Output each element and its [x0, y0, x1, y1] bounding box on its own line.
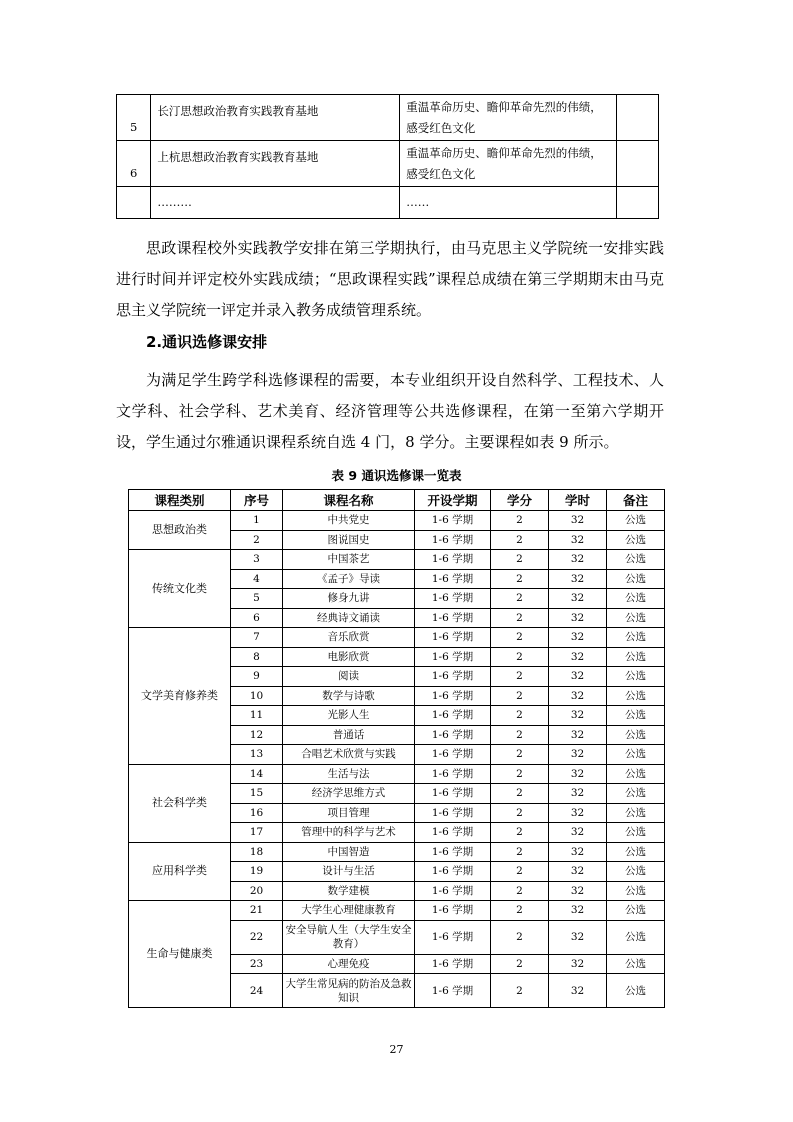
base-name: 上杭思想政治教育实践教育基地 — [151, 141, 400, 187]
course-term: 1-6 学期 — [415, 628, 491, 648]
course-hours: 32 — [549, 647, 607, 667]
table-caption: 表 9 通识选修课一览表 — [331, 468, 462, 483]
course-term: 1-6 学期 — [415, 784, 491, 804]
course-number: 9 — [231, 667, 283, 687]
course-number: 3 — [231, 550, 283, 570]
course-credit: 2 — [491, 803, 549, 823]
course-note: 公选 — [607, 954, 665, 974]
course-number: 6 — [231, 608, 283, 628]
course-credit: 2 — [491, 667, 549, 687]
course-note: 公选 — [607, 667, 665, 687]
course-number: 10 — [231, 686, 283, 706]
course-note: 公选 — [607, 686, 665, 706]
course-number: 20 — [231, 881, 283, 901]
course-note: 公选 — [607, 862, 665, 882]
elective-course-table — [128, 489, 665, 1008]
course-credit: 2 — [491, 628, 549, 648]
course-term: 1-6 学期 — [415, 881, 491, 901]
course-term: 1-6 学期 — [415, 764, 491, 784]
course-number: 17 — [231, 823, 283, 843]
paragraph-practice-arrangement: 思政课程校外实践教学安排在第三学期执行，由马克思主义学院统一安排实践进行时间并评定校外实践成绩；“思政课程实践”课程总成绩在第三学期期末由马克思主义学院统一评定并录入教务成绩管理系统。 — [116, 239, 664, 319]
base-goal: …… — [400, 187, 617, 219]
course-hours: 32 — [549, 954, 607, 974]
course-term: 1-6 学期 — [415, 862, 491, 882]
course-hours: 32 — [549, 530, 607, 550]
header-course-name: 课程名称 — [283, 490, 415, 511]
course-category: 思想政治类 — [129, 511, 231, 550]
table-row — [117, 95, 659, 141]
course-credit: 2 — [491, 842, 549, 862]
course-note: 公选 — [607, 803, 665, 823]
course-credit: 2 — [491, 974, 549, 1008]
course-name: 经济学思维方式 — [283, 784, 415, 804]
header-term: 开设学期 — [415, 490, 491, 511]
header-credit: 学分 — [491, 490, 549, 511]
course-name: 生活与法 — [283, 764, 415, 784]
course-term: 1-6 学期 — [415, 550, 491, 570]
course-note: 公选 — [607, 511, 665, 531]
course-note: 公选 — [607, 608, 665, 628]
course-name: 普通话 — [283, 725, 415, 745]
table-row — [129, 842, 665, 862]
course-category: 文学美育修养类 — [129, 628, 231, 765]
course-number: 14 — [231, 764, 283, 784]
course-number: 18 — [231, 842, 283, 862]
course-term: 1-6 学期 — [415, 974, 491, 1008]
course-number: 5 — [231, 589, 283, 609]
course-hours: 32 — [549, 608, 607, 628]
course-credit: 2 — [491, 764, 549, 784]
course-term: 1-6 学期 — [415, 569, 491, 589]
course-hours: 32 — [549, 628, 607, 648]
header-note: 备注 — [607, 490, 665, 511]
course-name: 《孟子》导读 — [283, 569, 415, 589]
course-name: 大学生常见病的防治及急救知识 — [283, 974, 415, 1008]
course-hours: 32 — [549, 706, 607, 726]
row-number: 5 — [117, 95, 151, 141]
course-credit: 2 — [491, 608, 549, 628]
course-term: 1-6 学期 — [415, 823, 491, 843]
course-number: 13 — [231, 745, 283, 765]
course-number: 19 — [231, 862, 283, 882]
row-number: 6 — [117, 141, 151, 187]
course-name: 数学建模 — [283, 881, 415, 901]
header-number: 序号 — [231, 490, 283, 511]
table-row — [129, 901, 665, 921]
paragraph-elective-arrangement: 为满足学生跨学科选修课程的需要，本专业组织开设自然科学、工程技术、人文学科、社会学科、艺术美育、经济管理等公共选修课程，在第一至第六学期开设，学生通过尔雅通识课程系统自选 4 门，8 学分。主要课程如表 9 所示。 — [116, 371, 664, 451]
course-term: 1-6 学期 — [415, 706, 491, 726]
course-name: 中国智造 — [283, 842, 415, 862]
course-name: 图说国史 — [283, 530, 415, 550]
course-note: 公选 — [607, 569, 665, 589]
course-credit: 2 — [491, 901, 549, 921]
course-number: 23 — [231, 954, 283, 974]
base-name: ……… — [151, 187, 400, 219]
course-name: 电影欣赏 — [283, 647, 415, 667]
header-category: 课程类别 — [129, 490, 231, 511]
table-row — [129, 511, 665, 531]
course-credit: 2 — [491, 881, 549, 901]
course-credit: 2 — [491, 589, 549, 609]
course-term: 1-6 学期 — [415, 745, 491, 765]
course-hours: 32 — [549, 881, 607, 901]
course-name: 中国茶艺 — [283, 550, 415, 570]
course-term: 1-6 学期 — [415, 901, 491, 921]
course-name: 心理免疫 — [283, 954, 415, 974]
course-number: 4 — [231, 569, 283, 589]
course-note: 公选 — [607, 706, 665, 726]
course-name: 合唱艺术欣赏与实践 — [283, 745, 415, 765]
course-hours: 32 — [549, 725, 607, 745]
practice-base-table — [116, 94, 659, 219]
course-note: 公选 — [607, 725, 665, 745]
course-term: 1-6 学期 — [415, 842, 491, 862]
course-hours: 32 — [549, 842, 607, 862]
course-note: 公选 — [607, 647, 665, 667]
course-name: 大学生心理健康教育 — [283, 901, 415, 921]
course-term: 1-6 学期 — [415, 954, 491, 974]
course-name: 修身九讲 — [283, 589, 415, 609]
base-name: 长汀思想政治教育实践教育基地 — [151, 95, 400, 141]
course-hours: 32 — [549, 920, 607, 954]
course-table-body — [129, 511, 665, 1008]
course-note: 公选 — [607, 628, 665, 648]
course-note: 公选 — [607, 745, 665, 765]
course-number: 15 — [231, 784, 283, 804]
course-term: 1-6 学期 — [415, 530, 491, 550]
course-credit: 2 — [491, 706, 549, 726]
table-row — [129, 764, 665, 784]
course-hours: 32 — [549, 667, 607, 687]
course-note: 公选 — [607, 784, 665, 804]
table-row — [117, 141, 659, 187]
course-note: 公选 — [607, 550, 665, 570]
header-hours: 学时 — [549, 490, 607, 511]
course-credit: 2 — [491, 784, 549, 804]
course-credit: 2 — [491, 686, 549, 706]
course-credit: 2 — [491, 647, 549, 667]
course-name: 数学与诗歌 — [283, 686, 415, 706]
course-hours: 32 — [549, 803, 607, 823]
course-credit: 2 — [491, 569, 549, 589]
course-name: 阅读 — [283, 667, 415, 687]
course-credit: 2 — [491, 862, 549, 882]
course-number: 7 — [231, 628, 283, 648]
course-credit: 2 — [491, 550, 549, 570]
base-extra — [616, 141, 658, 187]
course-note: 公选 — [607, 842, 665, 862]
course-hours: 32 — [549, 511, 607, 531]
base-goal: 重温革命历史、瞻仰革命先烈的伟绩，感受红色文化 — [400, 95, 617, 141]
course-credit: 2 — [491, 823, 549, 843]
course-hours: 32 — [549, 974, 607, 1008]
course-note: 公选 — [607, 589, 665, 609]
course-hours: 32 — [549, 569, 607, 589]
table-row — [129, 628, 665, 648]
course-credit: 2 — [491, 530, 549, 550]
section-heading: 2.通识选修课安排 — [146, 333, 268, 351]
course-credit: 2 — [491, 725, 549, 745]
course-note: 公选 — [607, 764, 665, 784]
base-extra — [616, 187, 658, 219]
course-name: 经典诗文诵读 — [283, 608, 415, 628]
course-term: 1-6 学期 — [415, 647, 491, 667]
course-number: 12 — [231, 725, 283, 745]
course-credit: 2 — [491, 920, 549, 954]
course-term: 1-6 学期 — [415, 589, 491, 609]
course-hours: 32 — [549, 764, 607, 784]
course-category: 传统文化类 — [129, 550, 231, 628]
course-hours: 32 — [549, 589, 607, 609]
course-hours: 32 — [549, 686, 607, 706]
course-number: 21 — [231, 901, 283, 921]
base-goal: 重温革命历史、瞻仰革命先烈的伟绩，感受红色文化 — [400, 141, 617, 187]
course-name: 中共党史 — [283, 511, 415, 531]
course-name: 音乐欣赏 — [283, 628, 415, 648]
table-row — [129, 550, 665, 570]
course-note: 公选 — [607, 881, 665, 901]
course-credit: 2 — [491, 511, 549, 531]
course-number: 1 — [231, 511, 283, 531]
course-name: 管理中的科学与艺术 — [283, 823, 415, 843]
row-number — [117, 187, 151, 219]
course-name: 项目管理 — [283, 803, 415, 823]
course-category: 生命与健康类 — [129, 901, 231, 1008]
base-extra — [616, 95, 658, 141]
table-row — [117, 187, 659, 219]
course-hours: 32 — [549, 784, 607, 804]
course-number: 16 — [231, 803, 283, 823]
course-name: 光影人生 — [283, 706, 415, 726]
course-hours: 32 — [549, 901, 607, 921]
course-term: 1-6 学期 — [415, 511, 491, 531]
course-category: 应用科学类 — [129, 842, 231, 901]
course-note: 公选 — [607, 530, 665, 550]
course-number: 11 — [231, 706, 283, 726]
course-number: 22 — [231, 920, 283, 954]
course-name: 设计与生活 — [283, 862, 415, 882]
page-number: 27 — [389, 1043, 404, 1056]
course-name: 安全导航人生（大学生安全教育） — [283, 920, 415, 954]
course-hours: 32 — [549, 550, 607, 570]
course-note: 公选 — [607, 920, 665, 954]
course-term: 1-6 学期 — [415, 920, 491, 954]
course-number: 2 — [231, 530, 283, 550]
course-credit: 2 — [491, 954, 549, 974]
course-credit: 2 — [491, 745, 549, 765]
course-category: 社会科学类 — [129, 764, 231, 842]
course-term: 1-6 学期 — [415, 667, 491, 687]
course-note: 公选 — [607, 823, 665, 843]
course-term: 1-6 学期 — [415, 686, 491, 706]
course-note: 公选 — [607, 974, 665, 1008]
course-number: 24 — [231, 974, 283, 1008]
table-header-row — [129, 490, 665, 511]
course-number: 8 — [231, 647, 283, 667]
course-term: 1-6 学期 — [415, 725, 491, 745]
course-hours: 32 — [549, 823, 607, 843]
course-note: 公选 — [607, 901, 665, 921]
course-term: 1-6 学期 — [415, 803, 491, 823]
course-term: 1-6 学期 — [415, 608, 491, 628]
course-hours: 32 — [549, 745, 607, 765]
course-hours: 32 — [549, 862, 607, 882]
practice-base-table-body — [117, 95, 659, 219]
